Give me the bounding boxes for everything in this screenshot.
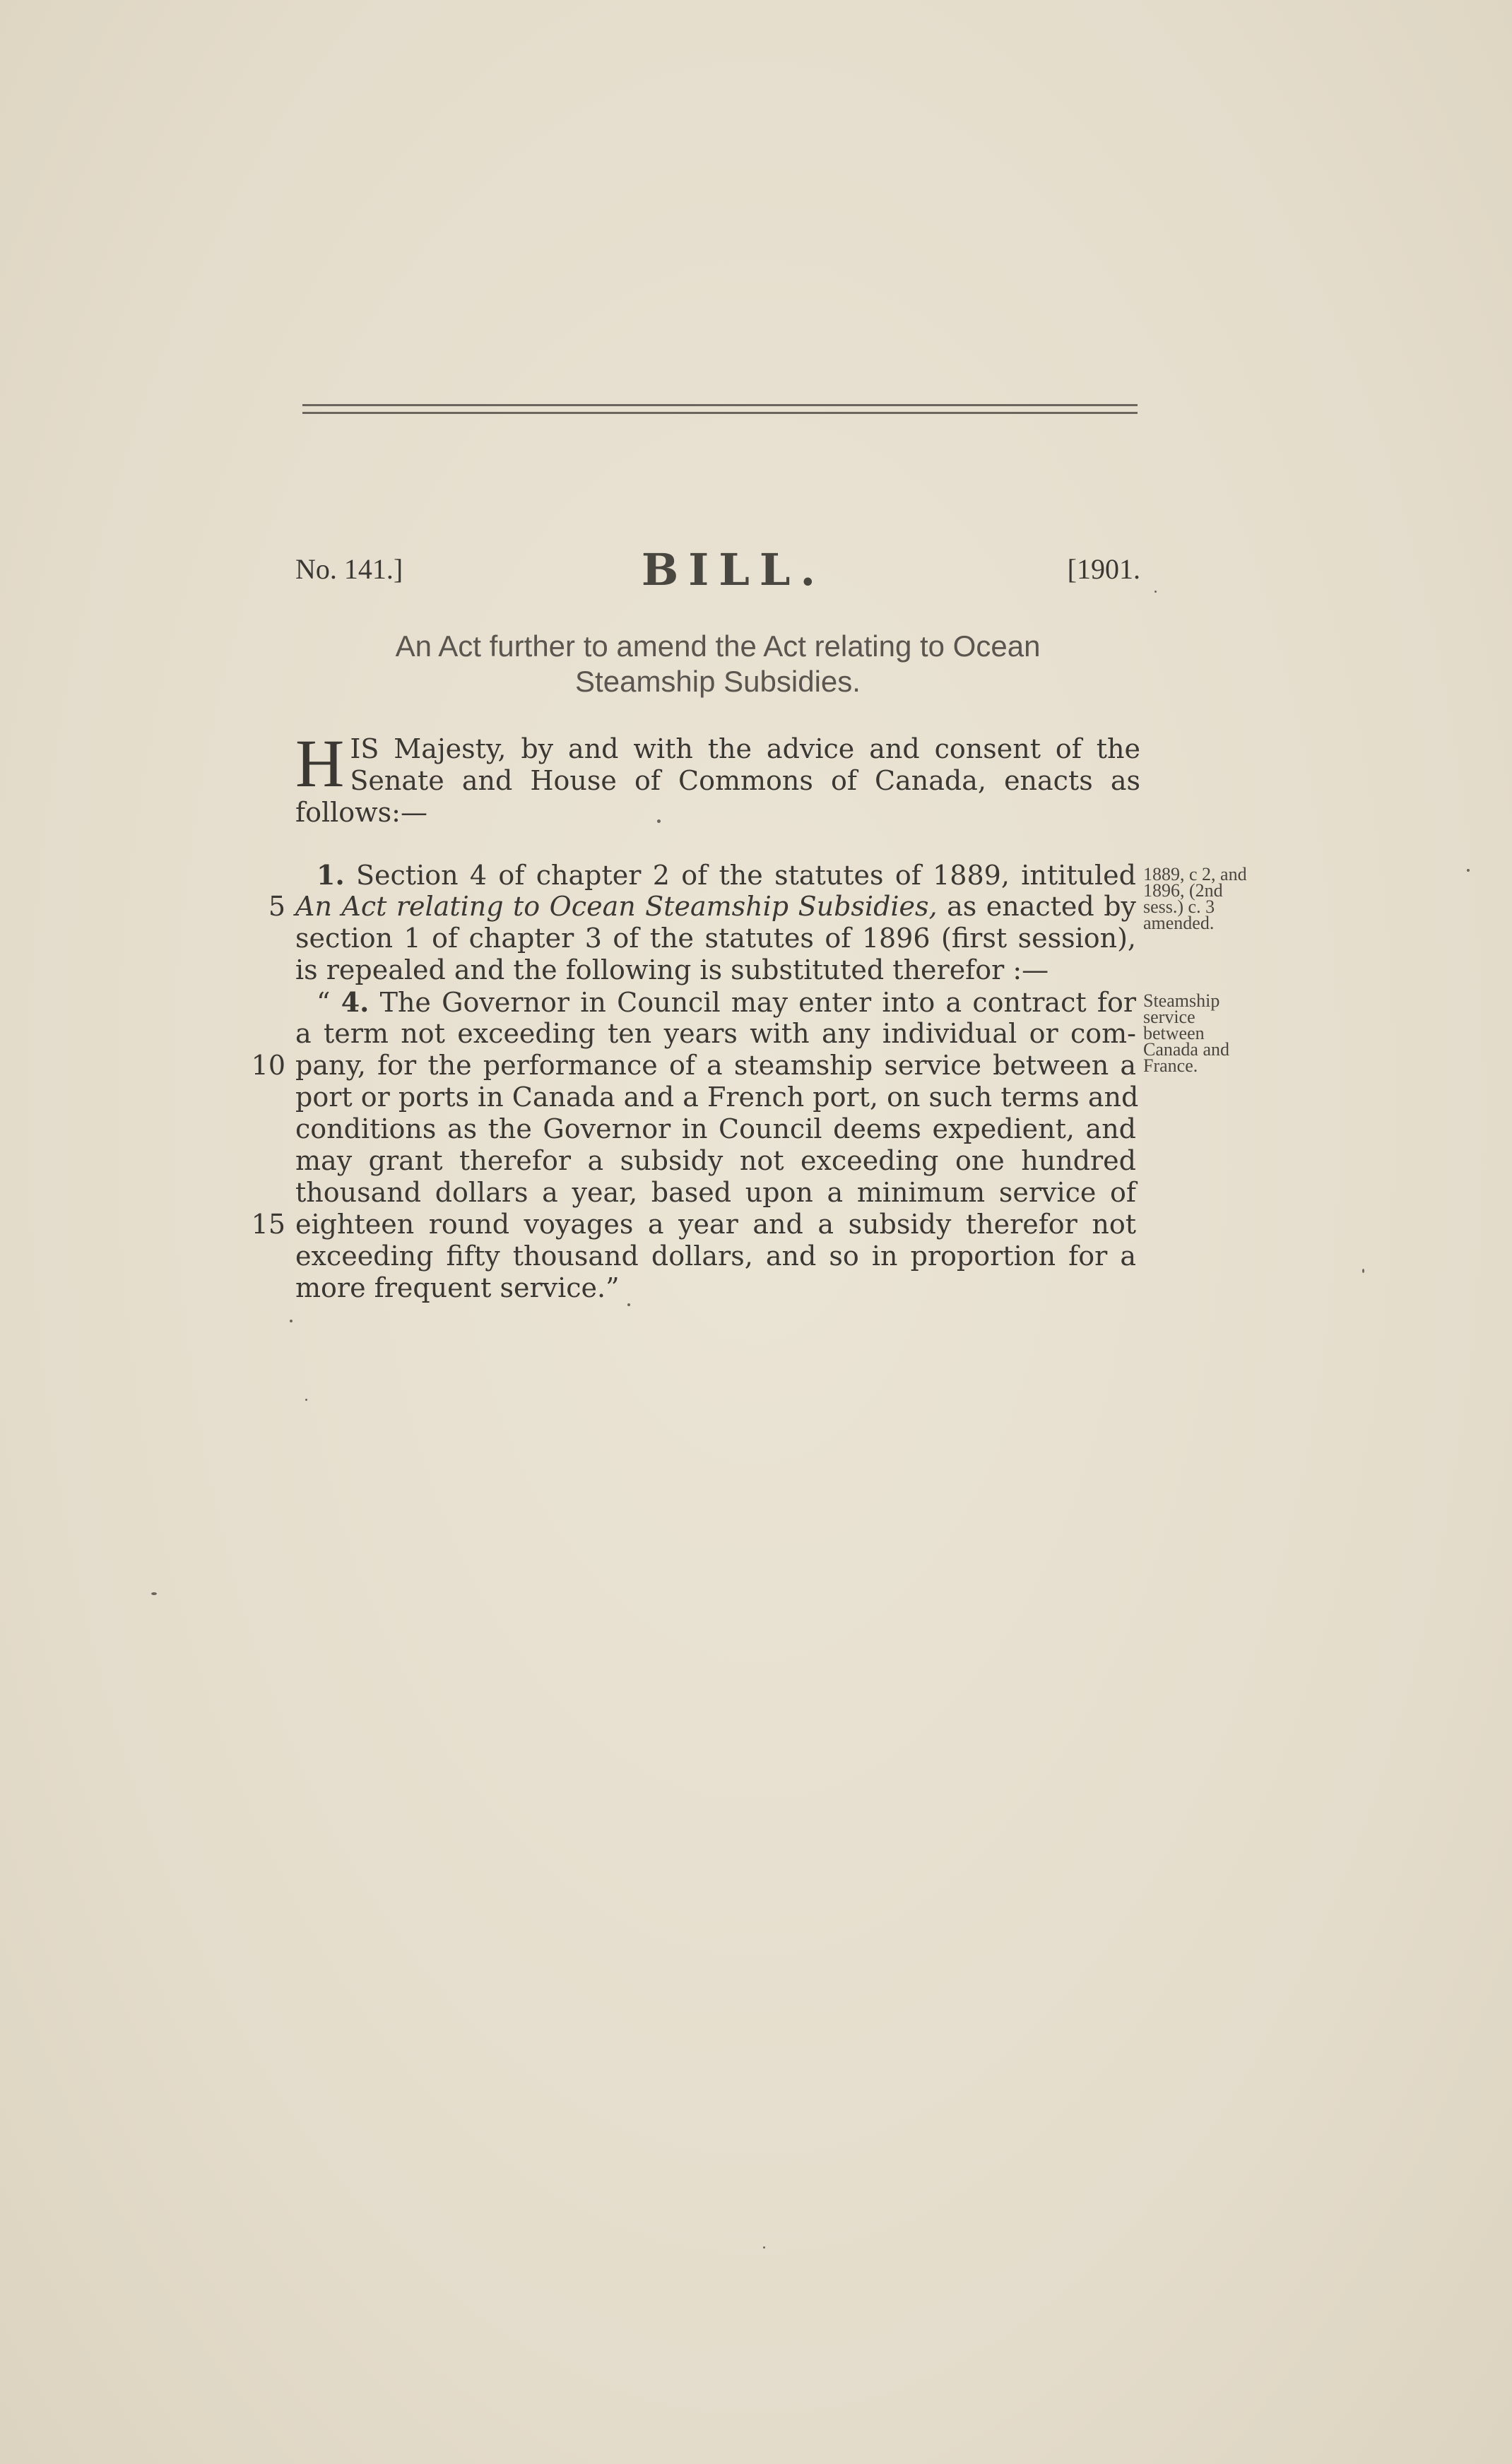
top-rule — [302, 404, 1138, 406]
enacting-line-3: follows:— — [295, 797, 427, 828]
act-title — [295, 629, 1140, 699]
body-line-1: 1. Section 4 of chapter 2 of the statutes of 1889, intituled — [317, 859, 1136, 891]
bill-title: BILL. — [641, 544, 826, 596]
paper-speck — [657, 819, 661, 823]
paper-speck — [1467, 869, 1470, 872]
body-line-13: exceeding fifty thousand dollars, and so in proportion for a — [295, 1240, 1136, 1272]
paper-speck — [1154, 591, 1157, 593]
enacting-line-2: Senate and House of Commons of Canada, enacts as — [350, 765, 1140, 796]
paper-speck — [290, 1320, 293, 1322]
paper-speck — [305, 1399, 307, 1401]
body-line-8: port or ports in Canada and a French port, on such terms and — [295, 1082, 1139, 1113]
subsection-number: 4. — [341, 986, 370, 1018]
bill-number: No. 141.] — [295, 553, 403, 585]
margin-note-steamship-service: Steamship service between Canada and France. — [1143, 990, 1230, 1076]
line-number-5: 5 — [268, 891, 285, 922]
bill-year: [1901. — [1067, 553, 1140, 585]
paper-speck — [151, 1592, 157, 1595]
line-number-15: 15 — [251, 1209, 285, 1240]
drop-cap: H — [295, 725, 345, 801]
body-line-9: conditions as the Governor in Council deems expedient, and — [295, 1113, 1136, 1144]
body-line-7: pany, for the performance of a steamship service between a — [295, 1050, 1136, 1081]
act-name-italic: An Act relating to Ocean Steamship Subsidies, — [295, 891, 938, 922]
body-line-11: thousand dollars a year, based upon a minimum service of — [295, 1177, 1136, 1208]
enacting-line-1: IS Majesty, by and with the advice and consent of the — [350, 733, 1140, 764]
body-line-6: a term not exceeding ten years with any individual or com- — [295, 1018, 1136, 1049]
body-line-4: is repealed and the following is substituted therefor :— — [295, 954, 1049, 985]
act-title-line-1: An Act further to amend the Act relating to Ocean — [395, 629, 1041, 663]
top-rule-double — [302, 412, 1138, 414]
body-line-12: eighteen round voyages a year and a subsidy therefor not — [295, 1209, 1136, 1240]
margin-note-amendment: 1889, c 2, and 1896, (2nd sess.) c. 3 amended. — [1143, 864, 1247, 933]
body-line-5: “ 4. The Governor in Council may enter into a contract for — [317, 986, 1136, 1018]
body-line-10: may grant therefor a subsidy not exceeding one hundred — [295, 1145, 1136, 1176]
paper-speck — [763, 2246, 765, 2249]
line-number-10: 10 — [251, 1050, 285, 1081]
body-line-3: section 1 of chapter 3 of the statutes of 1896 (first session), — [295, 923, 1136, 954]
paper-speck — [627, 1303, 630, 1306]
paper-speck — [1362, 1269, 1364, 1273]
body-line-2: An Act relating to Ocean Steamship Subsidies, as enacted by — [295, 891, 1136, 922]
bill-header — [295, 544, 1140, 600]
section-number: 1. — [317, 859, 345, 891]
act-title-line-2: Steamship Subsidies. — [575, 665, 861, 698]
body-line-14: more frequent service.” — [295, 1272, 620, 1303]
enacting-clause — [295, 725, 1140, 829]
